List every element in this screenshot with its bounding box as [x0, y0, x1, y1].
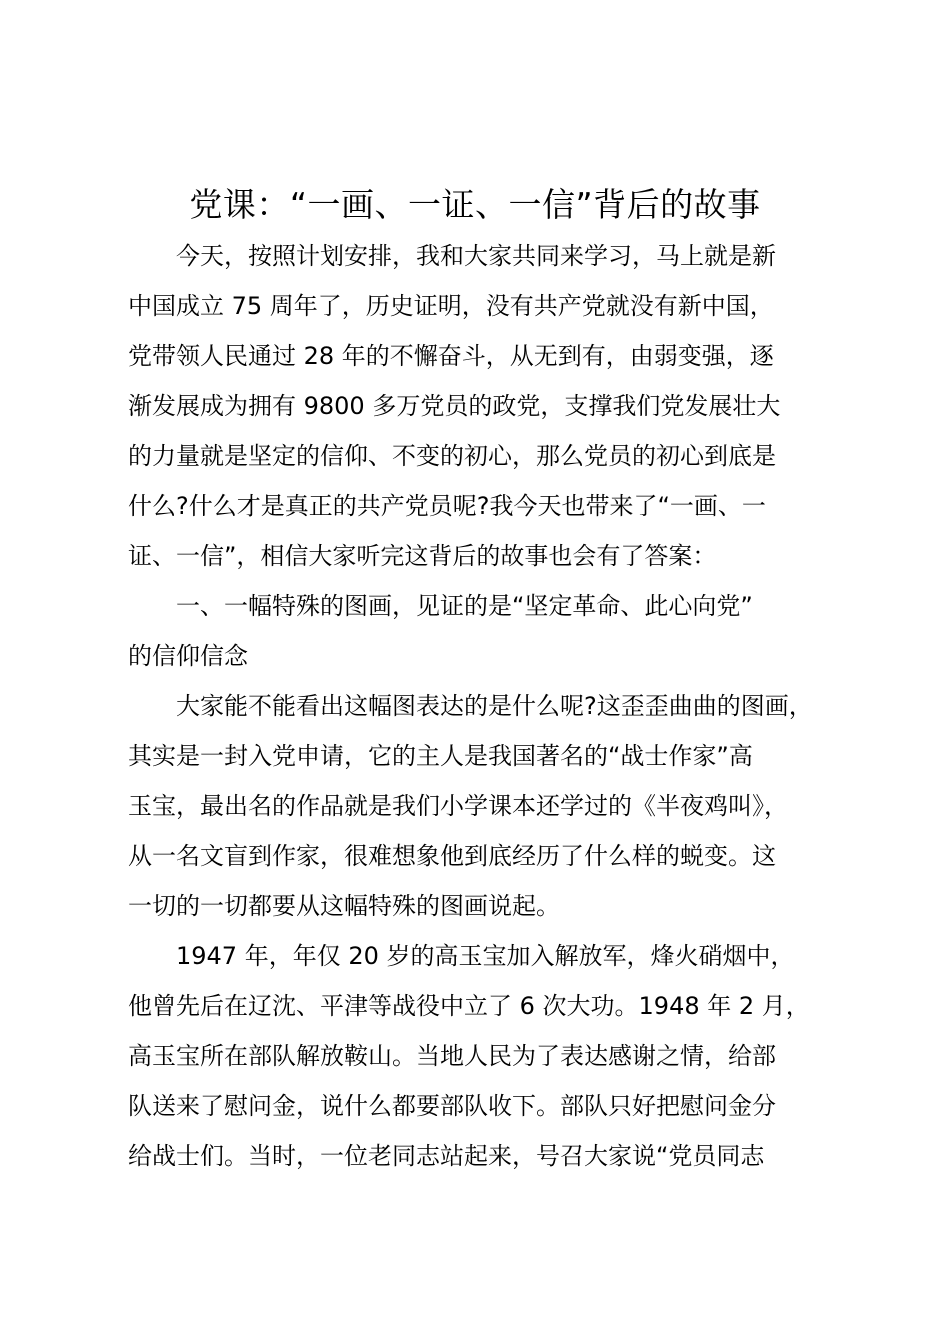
- paragraph-line: 他曾先后在辽沈、平津等战役中立了 6 次大功。1948 年 2 月，: [128, 992, 810, 1020]
- paragraph-line: 大家能不能看出这幅图表达的是什么呢?这歪歪曲曲的图画，: [176, 692, 813, 720]
- section-heading-line: 的信仰信念: [128, 642, 248, 670]
- paragraph-line: 队送来了慰问金，说什么都要部队收下。部队只好把慰问金分: [128, 1092, 776, 1120]
- paragraph-line: 一切的一切都要从这幅特殊的图画说起。: [128, 892, 560, 920]
- paragraph-line: 党带领人民通过 28 年的不懈奋斗，从无到有，由弱变强，逐: [128, 342, 774, 370]
- paragraph-line: 今天，按照计划安排，我和大家共同来学习，马上就是新: [176, 242, 776, 270]
- paragraph-line: 证、一信”，相信大家听完这背后的故事也会有了答案：: [128, 542, 717, 570]
- paragraph-line: 什么?什么才是真正的共产党员呢?我今天也带来了“一画、一: [128, 492, 766, 520]
- paragraph-line: 1947 年，年仅 20 岁的高玉宝加入解放军，烽火硝烟中，: [176, 942, 795, 970]
- paragraph-line: 给战士们。当时，一位老同志站起来，号召大家说“党员同志: [128, 1142, 765, 1170]
- paragraph-line: 从一名文盲到作家，很难想象他到底经历了什么样的蜕变。这: [128, 842, 776, 870]
- paragraph-line: 其实是一封入党申请，它的主人是我国著名的“战士作家”高: [128, 742, 753, 770]
- section-heading-line: 一、一幅特殊的图画，见证的是“坚定革命、此心向党”: [176, 592, 753, 620]
- paragraph-line: 玉宝，最出名的作品就是我们小学课本还学过的《半夜鸡叫》，: [128, 792, 788, 820]
- paragraph-line: 的力量就是坚定的信仰、不变的初心，那么党员的初心到底是: [128, 442, 776, 470]
- paragraph-line: 高玉宝所在部队解放鞍山。当地人民为了表达感谢之情，给部: [128, 1042, 776, 1070]
- document-title: 党课：“一画、一证、一信”背后的故事: [189, 185, 761, 224]
- paragraph-line: 中国成立 75 周年了，历史证明，没有共产党就没有新中国，: [128, 292, 774, 320]
- paragraph-line: 渐发展成为拥有 9800 多万党员的政党，支撑我们党发展壮大: [128, 392, 781, 420]
